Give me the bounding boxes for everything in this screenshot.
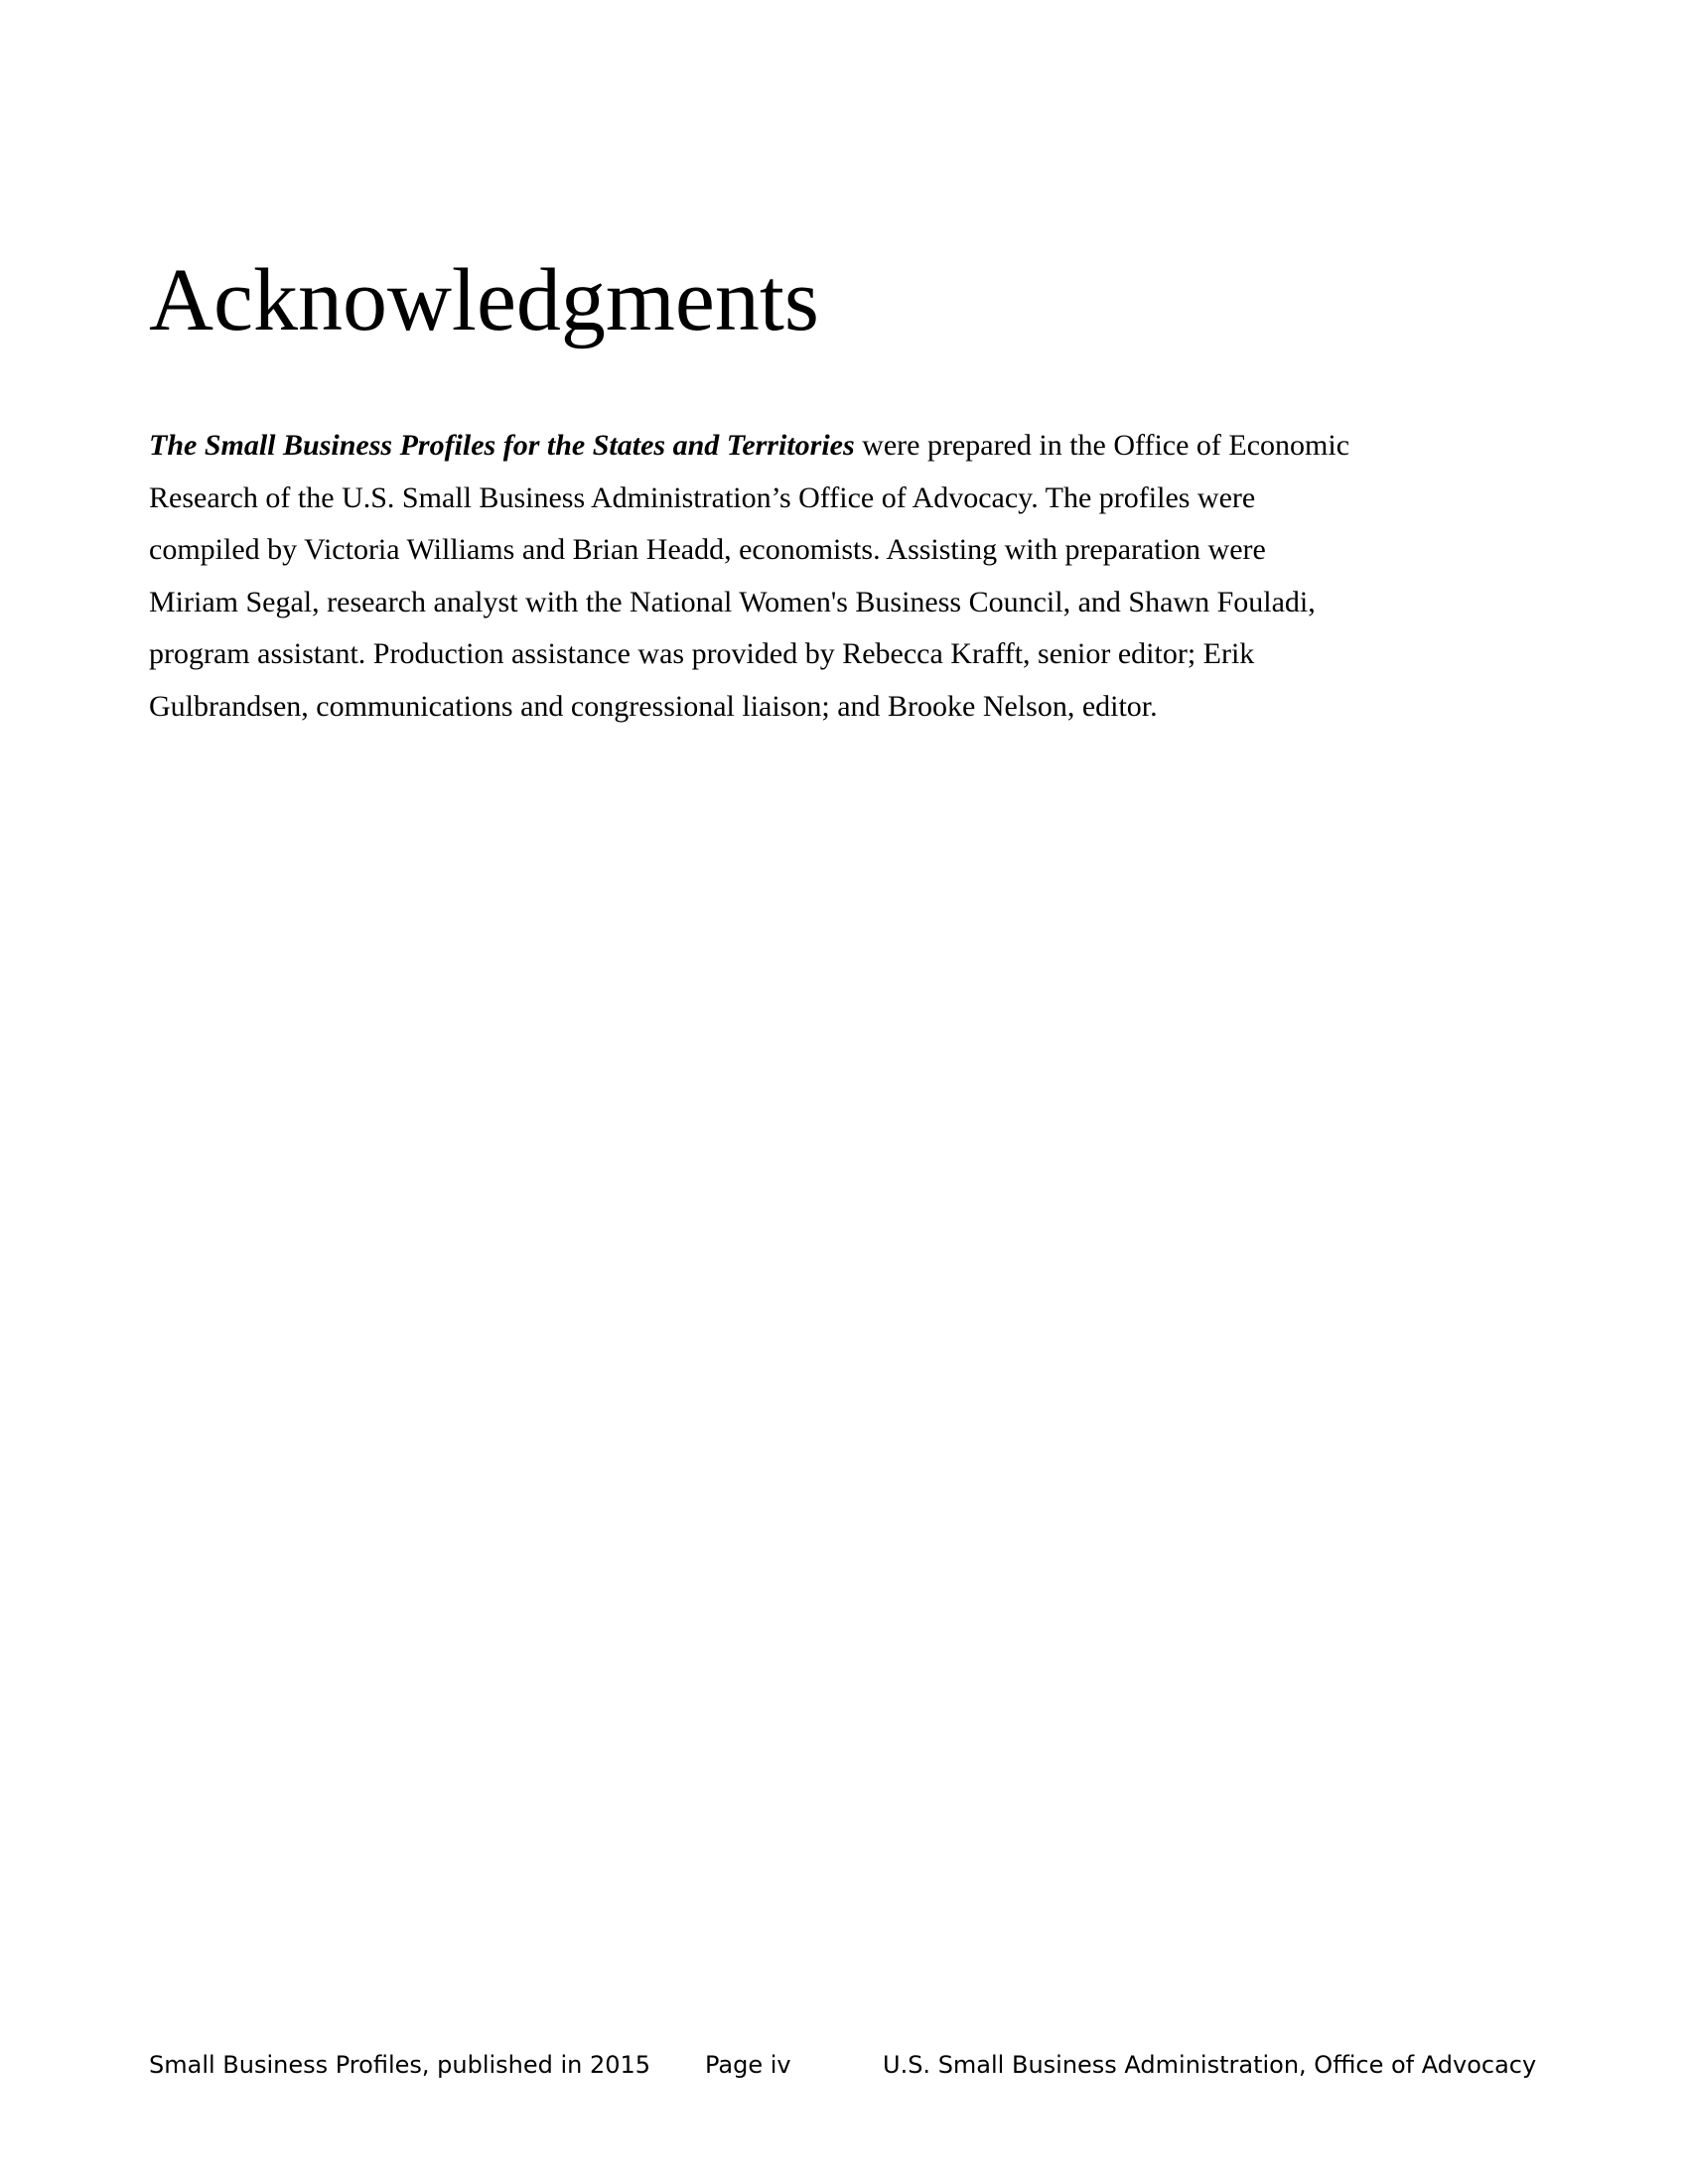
footer-page-number: Page iv bbox=[705, 2051, 791, 2079]
footer-organization: U.S. Small Business Administration, Office of Advocacy bbox=[883, 2051, 1537, 2079]
footer-publication-info: Small Business Profiles, published in 2015 bbox=[149, 2051, 651, 2079]
paragraph-line-5: program assistant. Production assistance was provided by Rebecca Krafft, senior editor; Erik bbox=[149, 637, 1255, 670]
paragraph-line-3: compiled by Victoria Williams and Brian Headd, economists. Assisting with preparation were bbox=[149, 533, 1266, 566]
page-title: Acknowledgments bbox=[149, 251, 819, 349]
paragraph-line-2: Research of the U.S. Small Business Administration’s Office of Advocacy. The profiles were bbox=[149, 480, 1256, 514]
acknowledgments-paragraph bbox=[149, 420, 1400, 733]
paragraph-line-1 bbox=[149, 420, 1400, 473]
paragraph-line-6: Gulbrandsen, communications and congressional liaison; and Brooke Nelson, editor. bbox=[149, 689, 1158, 723]
publication-title: The Small Business Profiles for the States and Territories bbox=[149, 429, 855, 462]
paragraph-line-1-text: were prepared in the Office of Economic bbox=[854, 429, 1350, 462]
paragraph-line-4: Miriam Segal, research analyst with the National Women's Business Council, and Shawn Fouladi, bbox=[149, 585, 1316, 618]
